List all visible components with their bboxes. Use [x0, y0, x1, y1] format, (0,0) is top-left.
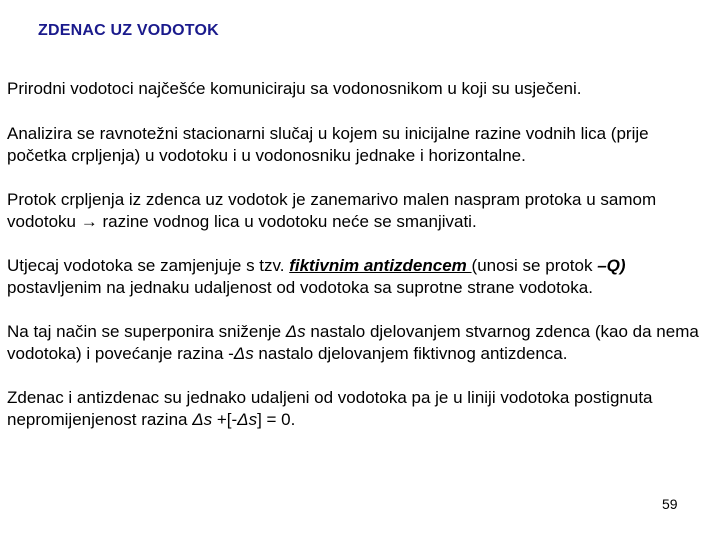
- paragraph-5: [7, 321, 712, 365]
- paragraph-4-text-a: Utjecaj vodotoka se zamjenjuje s tzv.: [7, 256, 290, 275]
- slide-title: ZDENAC UZ VODOTOK: [38, 22, 219, 39]
- symbol-minus-q: –Q): [597, 256, 626, 275]
- paragraph-6-text-a: Zdenac i antizdenac su jednako udaljeni od vodotoka pa je u liniji vodotoka postignuta nepromijenjenost razina: [7, 388, 653, 429]
- symbol-delta-s: Δs: [233, 344, 254, 363]
- symbol-delta-s: Δs: [285, 322, 306, 341]
- paragraph-3-text-a: Protok crpljenja iz zdenca uz vodotok je zanemarivo malen naspram protoka u samom vodotoku: [7, 190, 657, 231]
- paragraph-6-text-c: ] = 0.: [257, 410, 296, 429]
- symbol-delta-s: Δs: [237, 410, 258, 429]
- paragraph-6: [7, 387, 712, 431]
- slide-body: [7, 78, 712, 453]
- paragraph-6-text-b: +[-: [212, 410, 238, 429]
- paragraph-3: [7, 189, 712, 233]
- term-fiktivni-antizdenac: fiktivnim antizdencem: [289, 256, 472, 275]
- paragraph-5-text-b: nastalo djelovanjem stvarnog zdenca (kao da nema vodotoka) i povećanje razina -: [7, 322, 699, 363]
- paragraph-1: Prirodni vodotoci najčešće komuniciraju sa vodonosnikom u koji su usječeni.: [7, 79, 582, 98]
- page-number: 59: [662, 496, 678, 512]
- paragraph-5-text-c: nastalo djelovanjem fiktivnog antizdenca.: [253, 344, 568, 363]
- paragraph-4-text-c: postavljenim na jednaku udaljenost od vodotoka sa suprotne strane vodotoka.: [7, 278, 593, 297]
- right-arrow-icon: →: [76, 212, 103, 231]
- paragraph-2: Analizira se ravnotežni stacionarni slučaj u kojem su inicijalne razine vodnih lica (prije početka crpljenja) u vodotoku i u vodonosniku jednake i horizontalne.: [7, 124, 649, 165]
- paragraph-4-text-b: (unosi se protok: [471, 256, 598, 275]
- symbol-delta-s: Δs: [192, 410, 213, 429]
- paragraph-5-text-a: Na taj način se superponira sniženje: [7, 322, 286, 341]
- paragraph-3-text-b: razine vodnog lica u vodotoku neće se smanjivati.: [102, 212, 477, 231]
- paragraph-4: [7, 255, 712, 299]
